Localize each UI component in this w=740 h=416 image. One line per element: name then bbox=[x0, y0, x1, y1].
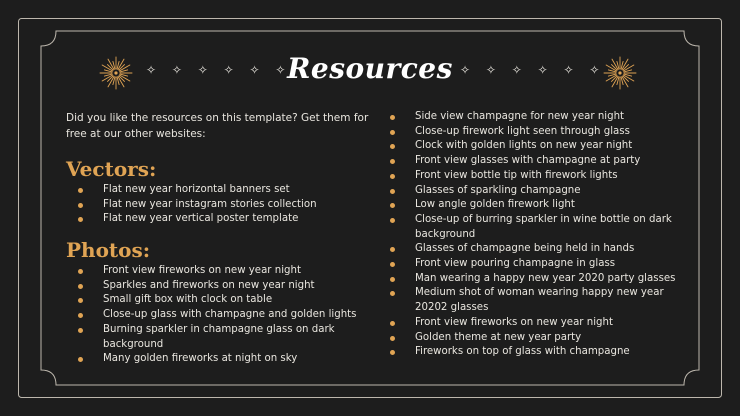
list-item bbox=[378, 184, 678, 199]
list-item bbox=[378, 125, 678, 140]
bullet-icon bbox=[390, 159, 395, 164]
bullet-icon bbox=[390, 262, 395, 267]
bullet-icon bbox=[390, 203, 395, 208]
list-item-label: Front view fireworks on new year night bbox=[415, 316, 613, 328]
list-item-label: Low angle golden firework light bbox=[415, 199, 575, 211]
page-title: Resources bbox=[287, 52, 453, 85]
list-item bbox=[66, 293, 376, 308]
list-item-label: Glasses of champagne being held in hands bbox=[415, 243, 635, 255]
list-item-label: Flat new year vertical poster template bbox=[103, 213, 299, 225]
list-item bbox=[378, 272, 678, 287]
bullet-icon bbox=[390, 218, 395, 223]
photos-heading: Photos: bbox=[66, 238, 151, 262]
bullet-icon bbox=[78, 269, 83, 274]
list-item bbox=[378, 213, 678, 242]
sparkle-stars-right-icon: ✧ ✧ ✧ ✧ ✧ ✧ bbox=[460, 63, 606, 77]
list-item bbox=[66, 352, 376, 367]
bullet-icon bbox=[390, 247, 395, 252]
list-item bbox=[378, 139, 678, 154]
bullet-icon bbox=[390, 144, 395, 149]
list-item-label: Front view bottle tip with firework lights bbox=[415, 169, 618, 181]
bullet-icon bbox=[78, 188, 83, 193]
bullet-icon bbox=[78, 313, 83, 318]
photos-list bbox=[66, 264, 376, 367]
bullet-icon bbox=[78, 203, 83, 208]
list-item-label: Front view glasses with champagne at party bbox=[415, 155, 641, 167]
bullet-icon bbox=[78, 357, 83, 362]
list-item-label: Flat new year horizontal banners set bbox=[103, 184, 290, 195]
list-item-label: Close-up of burring sparkler in wine bottle on dark background bbox=[415, 213, 672, 240]
list-item-label: Medium shot of woman wearing happy new year 20202 glasses bbox=[415, 287, 664, 314]
sparkle-stars-left-icon: ✧ ✧ ✧ ✧ ✧ ✧ bbox=[146, 63, 292, 77]
list-item-label: Sparkles and fireworks on new year night bbox=[103, 279, 315, 291]
bullet-icon bbox=[78, 284, 83, 289]
list-item bbox=[378, 169, 678, 184]
list-item-label: Front view fireworks on new year night bbox=[103, 265, 301, 276]
list-item bbox=[378, 257, 678, 272]
list-item-label: Fireworks on top of glass with champagne bbox=[415, 346, 630, 358]
list-item-label: Golden theme at new year party bbox=[415, 331, 582, 343]
list-item bbox=[66, 212, 376, 227]
list-item bbox=[66, 279, 376, 294]
list-item-label: Burning sparkler in champagne glass on dark background bbox=[103, 323, 335, 350]
list-item-label: Man wearing a happy new year 2020 party glasses bbox=[415, 272, 676, 284]
bullet-icon bbox=[78, 217, 83, 222]
intro-text: Did you like the resources on this template? Get them for free at our other websites: bbox=[66, 112, 369, 140]
list-item bbox=[66, 183, 376, 198]
list-item-label: Side view champagne for new year night bbox=[415, 111, 625, 122]
bullet-icon bbox=[390, 277, 395, 282]
firework-burst-icon bbox=[98, 55, 134, 91]
firework-burst-icon bbox=[602, 55, 638, 91]
bullet-icon bbox=[390, 130, 395, 135]
list-item bbox=[66, 323, 376, 352]
bullet-icon bbox=[390, 291, 395, 296]
list-item bbox=[378, 110, 678, 125]
bullet-icon bbox=[390, 115, 395, 120]
list-item bbox=[66, 308, 376, 323]
bullet-icon bbox=[78, 298, 83, 303]
bullet-icon bbox=[390, 174, 395, 179]
list-item-label: Clock with golden lights on new year night bbox=[415, 140, 633, 152]
bullet-icon bbox=[390, 350, 395, 355]
bullet-icon bbox=[390, 336, 395, 341]
list-item bbox=[378, 154, 678, 169]
list-item bbox=[378, 345, 678, 360]
list-item bbox=[66, 264, 376, 279]
right-resource-list bbox=[378, 110, 678, 360]
bullet-icon bbox=[390, 321, 395, 326]
list-item-label: Close-up glass with champagne and golden lights bbox=[103, 309, 357, 321]
list-item bbox=[378, 198, 678, 213]
vectors-heading: Vectors: bbox=[66, 157, 157, 181]
list-item-label: Front view pouring champagne in glass bbox=[415, 258, 616, 270]
list-item bbox=[378, 286, 678, 315]
list-item bbox=[66, 198, 376, 213]
vectors-list bbox=[66, 183, 376, 227]
list-item-label: Glasses of sparkling champagne bbox=[415, 184, 581, 196]
list-item bbox=[378, 316, 678, 331]
list-item-label: Small gift box with clock on table bbox=[103, 294, 273, 306]
list-item bbox=[378, 242, 678, 257]
list-item-label: Close-up firework light seen through glass bbox=[415, 125, 630, 137]
list-item-label: Flat new year instagram stories collection bbox=[103, 198, 317, 210]
bullet-icon bbox=[390, 189, 395, 194]
list-item bbox=[378, 331, 678, 346]
bullet-icon bbox=[78, 328, 83, 333]
list-item-label: Many golden fireworks at night on sky bbox=[103, 353, 298, 365]
